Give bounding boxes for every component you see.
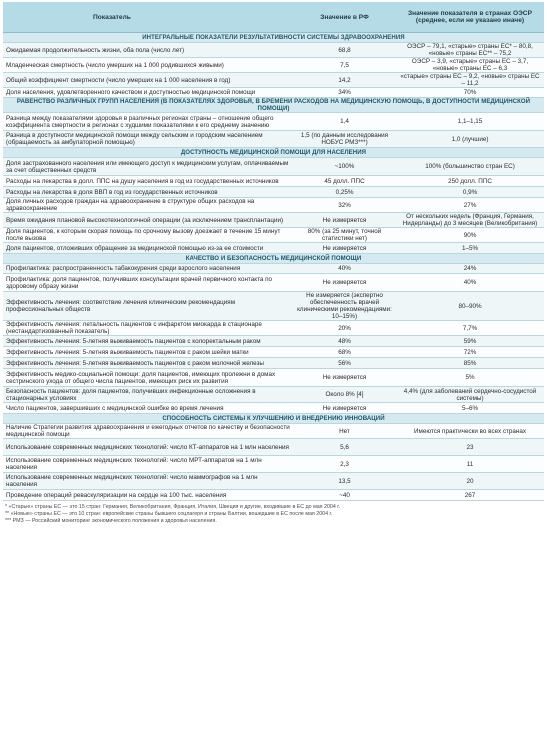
rf-value-cell: Не измеряется	[293, 274, 396, 292]
oecd-value-cell: 100% (большинство стран ЕС)	[396, 158, 544, 176]
indicator-cell: Профилактика: распространенность табакокурения среди взрослого населения	[3, 264, 293, 274]
indicator-cell: Расходы на лекарства в долл. ППС на душу населения в год из государственных источников	[3, 176, 293, 187]
section-header	[3, 33, 544, 43]
indicator-cell: Проведение операций реваскуляризации на сердце на 100 тыс. населения	[3, 490, 293, 501]
table-body	[3, 33, 544, 501]
indicator-cell: Доля личных расходов граждан на здравоохранение в структуре общих расходов на здравоохранение	[3, 198, 293, 213]
table-row	[3, 187, 544, 198]
oecd-value-cell: 85%	[396, 358, 544, 369]
table-row	[3, 403, 544, 414]
footnote: *** РМЗ — Российский мониторинг экономического положения и здоровья населения.	[5, 518, 217, 524]
indicator-cell: Эффективность медико-социальной помощи: доля пациентов, имеющих пролежни в домах сестринского ухода от общего числа пациентов, имеющих риск их развития	[3, 369, 293, 387]
oecd-value-cell: «старые» страны ЕС – 9,2, «новые» страны ЕС – 11,2	[396, 73, 544, 88]
table-row	[3, 264, 544, 274]
header-rf-value: Значение в РФ	[293, 2, 396, 33]
indicator-cell: Эффективность лечения: соответствие лечения клиническим рекомендациям профессиональных обществ	[3, 292, 293, 321]
indicator-cell: Доля населения, удовлетворенного качеством и доступностью медицинской помощи	[3, 88, 293, 98]
section-title: КАЧЕСТВО И БЕЗОПАСНОСТЬ МЕДИЦИНСКОЙ ПОМОЩИ	[3, 254, 544, 264]
indicator-cell: Ожидаемая продолжительность жизни, оба пола (число лет)	[3, 43, 293, 58]
indicator-cell: Доля застрахованного населения или имеющего доступ к медицинским услугам, оплачиваемым за счет общественных средств	[3, 158, 293, 176]
oecd-value-cell: 5–6%	[396, 403, 544, 414]
indicator-cell: Разница между показателями здоровья в различных регионах страны – отношение общего коэффициента смертности в регионах с худшими показателями к его среднему значению	[3, 113, 293, 131]
indicator-cell: Доля пациентов, к которым скорая помощь по срочному вызову доезжает в течение 15 минут после вызова	[3, 228, 293, 243]
indicator-table	[3, 2, 544, 501]
table-row	[3, 292, 544, 321]
rf-value-cell: 7,5	[293, 58, 396, 73]
oecd-value-cell: 40%	[396, 274, 544, 292]
section-header	[3, 414, 544, 424]
table-row	[3, 228, 544, 243]
indicator-cell: Профилактика: доля пациентов, получивших консультации врачей первичного контакта по здоровому образу жизни	[3, 274, 293, 292]
section-title: СПОСОБНОСТЬ СИСТЕМЫ К УЛУЧШЕНИЮ И ВНЕДРЕНИЮ ИННОВАЦИЙ	[3, 414, 544, 424]
rf-value-cell: Не измеряется	[293, 369, 396, 387]
rf-value-cell: 45 долл. ППС	[293, 176, 396, 187]
oecd-value-cell: 70%	[396, 88, 544, 98]
header-indicator: Показатель	[3, 2, 293, 33]
indicator-cell: Разница в доступности медицинской помощи между сельским и городским населением (обращаемость за амбулаторной помощью)	[3, 131, 293, 148]
indicator-cell: Доля пациентов, отложивших обращение за медицинской помощью из-за ее стоимости	[3, 243, 293, 254]
indicator-cell: Число пациентов, завершивших с медицинской ошибке во время лечения	[3, 403, 293, 414]
rf-value-cell: Нет	[293, 424, 396, 439]
rf-value-cell: 34%	[293, 88, 396, 98]
section-header	[3, 148, 544, 158]
rf-value-cell: 32%	[293, 198, 396, 213]
rf-value-cell: Не измеряется	[293, 243, 396, 254]
footnote: ** «Новые» страны ЕС — это 10 стран: европейские страны бывшего соцлагеря и страны Балтии, вошедшие в ЕС после мая 2004 г.	[5, 511, 333, 517]
rf-value-cell: 68,8	[293, 43, 396, 58]
oecd-value-cell: 4,4% (для заболеваний сердечно-сосудистой системы)	[396, 387, 544, 403]
oecd-value-cell: 59%	[396, 336, 544, 347]
table-row	[3, 321, 544, 336]
oecd-value-cell: 80–90%	[396, 292, 544, 321]
oecd-value-cell: 0,9%	[396, 187, 544, 198]
indicator-cell: Общий коэффициент смертности (число умерших на 1 000 населения в год)	[3, 73, 293, 88]
indicator-cell: Эффективность лечения: 5-летняя выживаемость пациентов с раком шейки матки	[3, 347, 293, 358]
oecd-value-cell: 24%	[396, 264, 544, 274]
rf-value-cell: 1,4	[293, 113, 396, 131]
rf-value-cell: 40%	[293, 264, 396, 274]
rf-value-cell: 80% (за 25 минут, точной статистики нет)	[293, 228, 396, 243]
footnote: * «Старые» страны ЕС — это 15 стран: Германия, Великобритания, Франция, Италия, Швеция и другие, входившие в ЕС до мая 2004 г.	[5, 504, 341, 510]
oecd-value-cell: 7,7%	[396, 321, 544, 336]
indicator-cell: Использование современных медицинских технологий: число КТ-аппаратов на 1 млн населения	[3, 439, 293, 456]
rf-value-cell: ~40	[293, 490, 396, 501]
rf-value-cell: 1,5 (по данным исследования НОБУС РМЗ***)	[293, 131, 396, 148]
footnotes	[3, 504, 544, 525]
oecd-value-cell: Имеются практически во всех странах	[396, 424, 544, 439]
table-row	[3, 424, 544, 439]
oecd-value-cell: 90%	[396, 228, 544, 243]
table-row	[3, 274, 544, 292]
oecd-value-cell: 250 долл. ППС	[396, 176, 544, 187]
rf-value-cell: ~100%	[293, 158, 396, 176]
oecd-value-cell: 267	[396, 490, 544, 501]
rf-value-cell: 68%	[293, 347, 396, 358]
indicator-cell: Наличие Стратегии развития здравоохранения и ежегодных отчетов по качеству и безопасности медицинской помощи	[3, 424, 293, 439]
indicator-cell: Использование современных медицинских технологий: число маммографов на 1 млн населения	[3, 473, 293, 490]
rf-value-cell: 14,2	[293, 73, 396, 88]
oecd-value-cell: 1,0 (лучшие)	[396, 131, 544, 148]
rf-value-cell: 0,25%	[293, 187, 396, 198]
oecd-value-cell: 1–5%	[396, 243, 544, 254]
rf-value-cell: 20%	[293, 321, 396, 336]
section-header	[3, 98, 544, 113]
section-title: ИНТЕГРАЛЬНЫЕ ПОКАЗАТЕЛИ РЕЗУЛЬТАТИВНОСТИ СИСТЕМЫ ЗДРАВООХРАНЕНИЯ	[3, 33, 544, 43]
table-row	[3, 347, 544, 358]
table-row	[3, 58, 544, 73]
oecd-value-cell: 20	[396, 473, 544, 490]
indicator-cell: Расходы на лекарства в доля ВВП в год из государственных источников	[3, 187, 293, 198]
rf-value-cell: 2,3	[293, 456, 396, 473]
table-row	[3, 176, 544, 187]
indicator-cell: Эффективность лечения: 5-летняя выживаемость пациентов с колоректальным раком	[3, 336, 293, 347]
rf-value-cell: Не измеряется (экспертно обеспеченность врачей клиническими рекомендациями: 10–15%)	[293, 292, 396, 321]
oecd-value-cell: 1,1–1,15	[396, 113, 544, 131]
table-row	[3, 490, 544, 501]
table-row	[3, 88, 544, 98]
table-row	[3, 158, 544, 176]
oecd-value-cell: От нескольких недель (Франция, Германия, Нидерланды) до 3 месяцев (Великобритания)	[396, 213, 544, 228]
rf-value-cell: 13,5	[293, 473, 396, 490]
rf-value-cell: Не измеряется	[293, 213, 396, 228]
table-row	[3, 369, 544, 387]
indicator-cell: Использование современных медицинских технологий: число МРТ-аппаратов на 1 млн населения	[3, 456, 293, 473]
oecd-value-cell: 11	[396, 456, 544, 473]
section-header	[3, 254, 544, 264]
indicator-cell: Безопасность пациентов: доля пациентов, получивших инфекционные осложнения в стационарных условиях	[3, 387, 293, 403]
header-oecd-value: Значение показателя в странах ОЭСР (среднее, если не указано иначе)	[396, 2, 544, 33]
table-row	[3, 336, 544, 347]
table-row	[3, 113, 544, 131]
indicator-cell: Младенческая смертность (число умерших на 1 000 родившихся живыми)	[3, 58, 293, 73]
table-row	[3, 213, 544, 228]
table-row	[3, 358, 544, 369]
rf-value-cell: 56%	[293, 358, 396, 369]
indicator-cell: Эффективность лечения: летальность пациентов с инфарктом миокарда в стационаре (нестандартизованный показатель)	[3, 321, 293, 336]
table-row	[3, 456, 544, 473]
table-row	[3, 387, 544, 403]
table-row	[3, 73, 544, 88]
table-row	[3, 243, 544, 254]
oecd-value-cell: ОЭСР – 3,9, «старые» страны ЕС – 3,7, «новые» страны ЕС – 6,3	[396, 58, 544, 73]
table-row	[3, 439, 544, 456]
rf-value-cell: Около 8% [4]	[293, 387, 396, 403]
section-title: РАВЕНСТВО РАЗЛИЧНЫХ ГРУПП НАСЕЛЕНИЯ (В ПОКАЗАТЕЛЯХ ЗДОРОВЬЯ, В БРЕМЕНИ РАСХОДОВ НА МЕДИЦИНСКУЮ ПОМОЩЬ, В ДОСТУПНОСТИ МЕДИЦИНСКОЙ ПОМОЩИ)	[3, 98, 544, 113]
section-title: ДОСТУПНОСТЬ МЕДИЦИНСКОЙ ПОМОЩИ ДЛЯ НАСЕЛЕНИЯ	[3, 148, 544, 158]
oecd-value-cell: 72%	[396, 347, 544, 358]
oecd-value-cell: 23	[396, 439, 544, 456]
table-header	[3, 2, 544, 33]
indicator-cell: Время ожидания плановой высокотехнологичной операции (за исключением трансплантации)	[3, 213, 293, 228]
rf-value-cell: 48%	[293, 336, 396, 347]
oecd-value-cell: 27%	[396, 198, 544, 213]
table-row	[3, 131, 544, 148]
rf-value-cell: 5,6	[293, 439, 396, 456]
oecd-value-cell: 5%	[396, 369, 544, 387]
table-row	[3, 43, 544, 58]
indicator-cell: Эффективность лечения: 5-летняя выживаемость пациентов с раком молочной железы	[3, 358, 293, 369]
oecd-value-cell: ОЭСР – 79,1, «старые» страны ЕС* – 80,8, «новые» страны ЕС** – 75,2	[396, 43, 544, 58]
table-row	[3, 473, 544, 490]
indicator-table-page	[3, 2, 544, 525]
table-row	[3, 198, 544, 213]
rf-value-cell: Не измеряется	[293, 403, 396, 414]
